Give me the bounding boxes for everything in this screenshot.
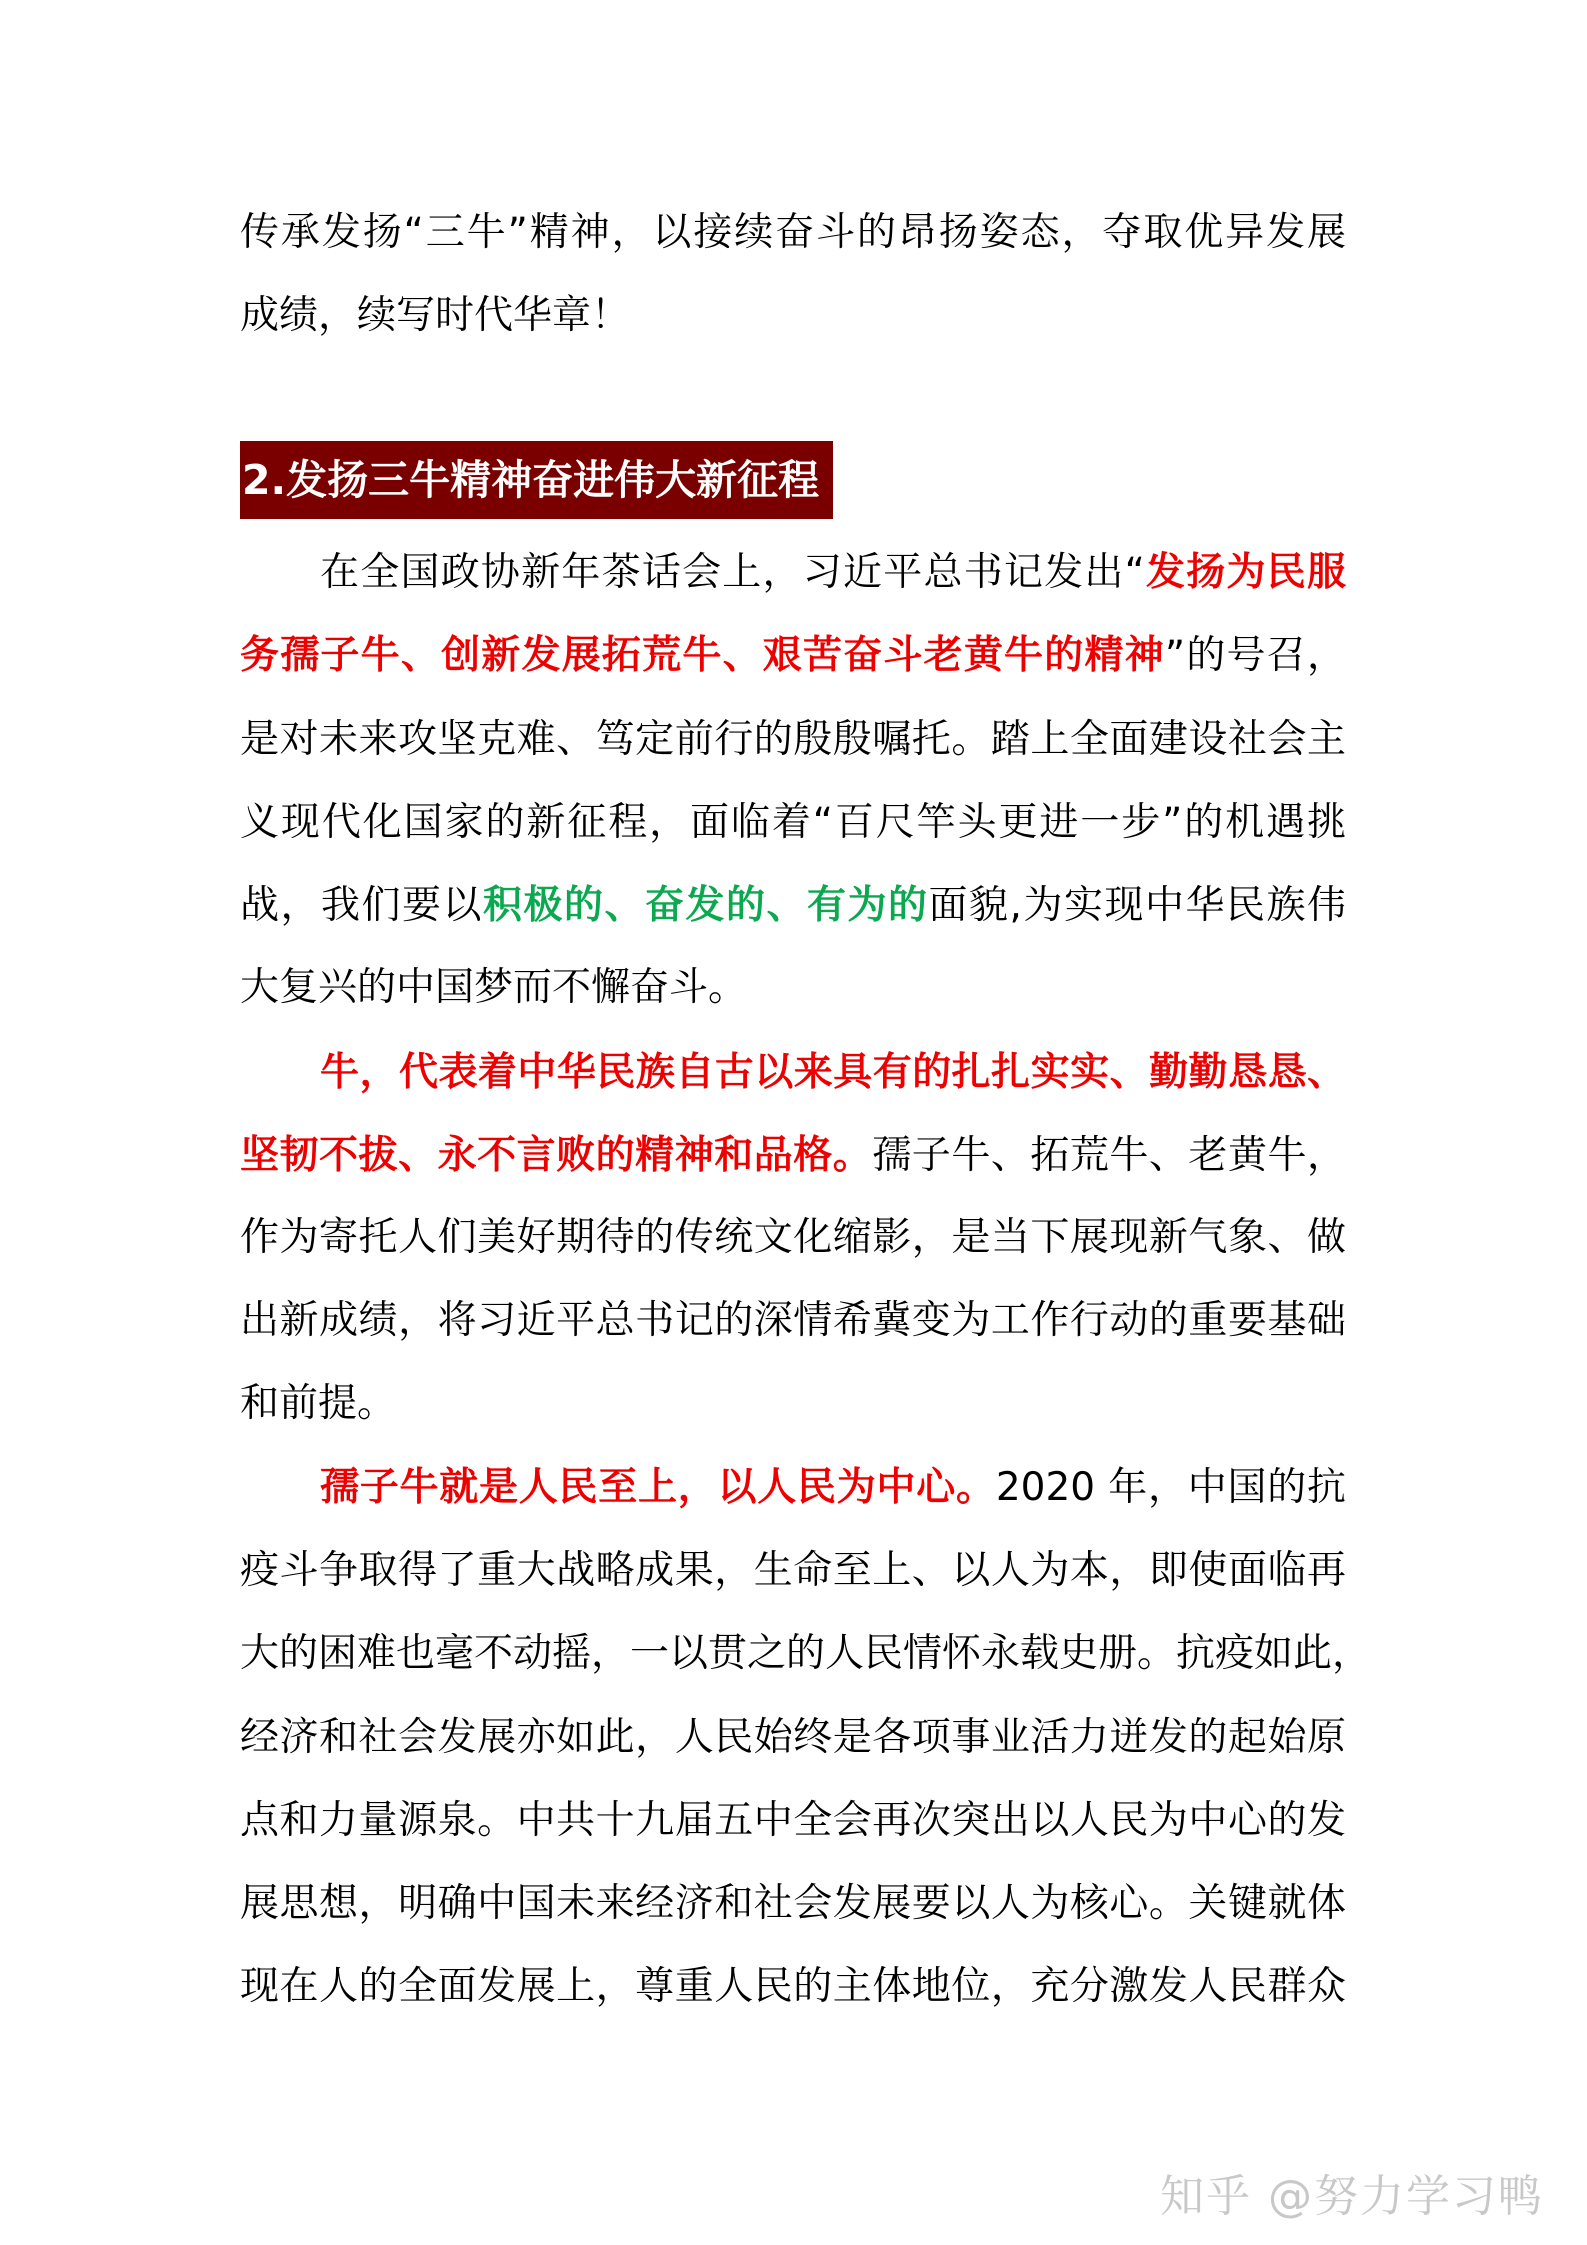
text-run: 在全国政协新年茶话会上，习近平总书记发出“ (320, 550, 1145, 595)
text-line (320, 543, 1346, 603)
text-line (320, 1043, 1346, 1103)
text-line: 作为寄托人们美好期待的传统文化缩影，是当下展现新气象、做 (240, 1215, 1346, 1260)
text-line: 传承发扬“三牛”精神，以接续奋斗的昂扬姿态，夺取优异发展 (240, 210, 1346, 255)
emphasis-red: 务孺子牛、创新发展拓荒牛、艰苦奋斗老黄牛的精神 (240, 633, 1165, 678)
emphasis-red: 孺子牛就是人民至上，以人民为中心。 (320, 1465, 996, 1510)
emphasis-red: 坚韧不拔、永不言败的精神和品格。 (240, 1133, 873, 1178)
text-line: 点和力量源泉。中共十九届五中全会再次突出以人民为中心的发 (240, 1798, 1346, 1843)
text-line: 疫斗争取得了重大战略成果，生命至上、以人为本，即使面临再 (240, 1548, 1346, 1593)
zhihu-watermark: 知乎 @努力学习鸭 (1160, 2171, 1544, 2222)
text-line: 现在人的全面发展上，尊重人民的主体地位，充分激发人民群众 (240, 1964, 1346, 2009)
text-line: 义现代化国家的新征程，面临着“百尺竿头更进一步”的机遇挑 (240, 800, 1346, 845)
text-line (240, 626, 1346, 686)
emphasis-green: 积极的、奋发的、有为的 (483, 883, 929, 928)
text-line: 是对未来攻坚克难、笃定前行的殷殷嘱托。踏上全面建设社会主 (240, 717, 1346, 762)
text-line: 经济和社会发展亦如此，人民始终是各项事业活力迸发的起始原 (240, 1715, 1346, 1760)
text-line: 出新成绩，将习近平总书记的深情希冀变为工作行动的重要基础 (240, 1298, 1346, 1343)
text-line: 展思想，明确中国未来经济和社会发展要以人为核心。关键就体 (240, 1881, 1346, 1926)
text-run: 战，我们要以 (240, 883, 484, 928)
text-line: 和前提。 (240, 1381, 397, 1426)
text-line: 大的困难也毫不动摇，一以贯之的人民情怀永载史册。抗疫如此， (240, 1631, 1372, 1676)
text-line (320, 1458, 1346, 1518)
emphasis-red: 发扬为民服 (1144, 550, 1346, 595)
emphasis-red: 牛，代表着中华民族自古以来具有的扎扎实实、勤勤恳恳、 (320, 1050, 1346, 1095)
text-line: 大复兴的中国梦而不懈奋斗。 (240, 965, 748, 1010)
text-run: 孺子牛、拓荒牛、老黄牛， (872, 1133, 1346, 1178)
section-heading: 2.发扬三牛精神奋进伟大新征程 (240, 441, 833, 519)
text-line (240, 1126, 1346, 1186)
text-line (240, 876, 1346, 936)
text-run: 面貌,为实现中华民族伟 (928, 883, 1346, 928)
text-line: 成绩，续写时代华章！ (240, 293, 631, 338)
text-run: ”的号召， (1164, 633, 1346, 678)
text-run: 2020 年，中国的抗 (995, 1465, 1346, 1510)
